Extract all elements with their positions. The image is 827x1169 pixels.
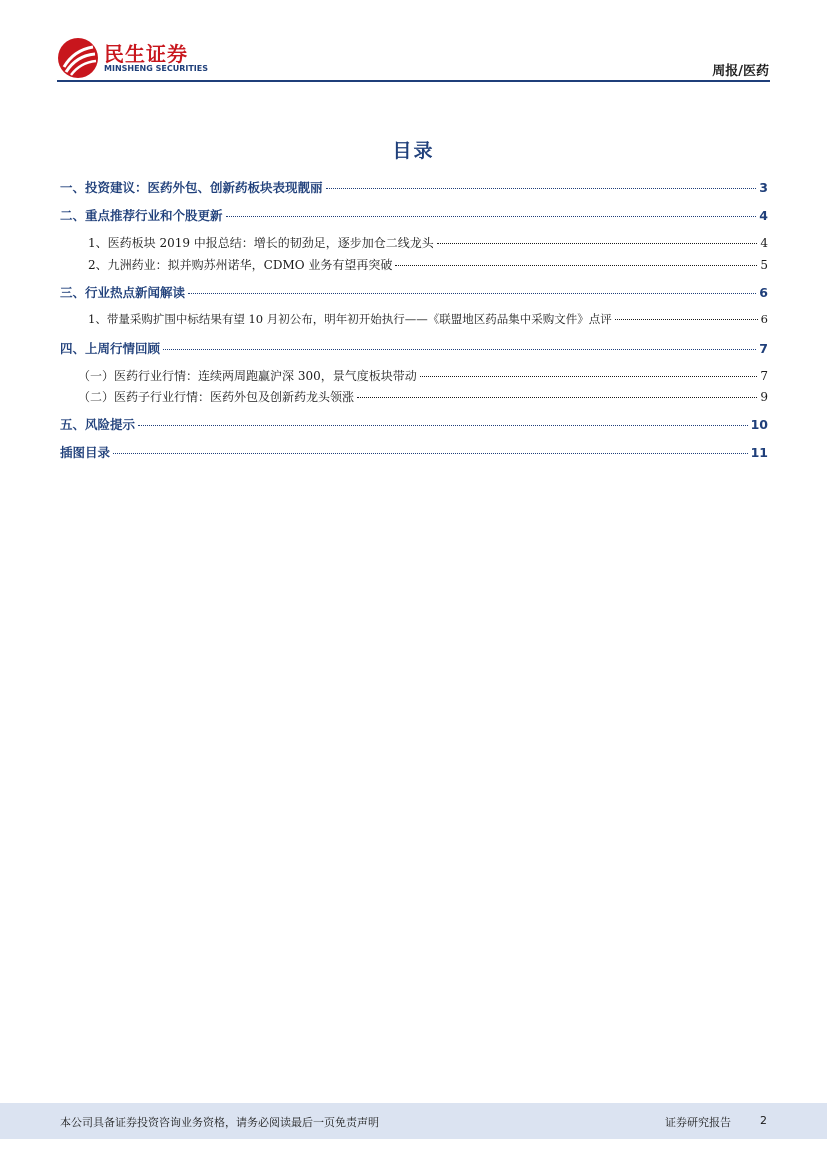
- toc-entry-page: 10: [750, 417, 768, 432]
- toc-entry-text: 四、上周行情回顾: [60, 341, 161, 356]
- toc-entry[interactable]: [78, 367, 768, 387]
- toc-entry-page: 7: [759, 341, 768, 356]
- toc-entry-page: 4: [759, 208, 768, 223]
- toc-entry-text: 一、投资建议：医药外包、创新药板块表现靓丽: [60, 180, 323, 195]
- toc-entry[interactable]: [60, 415, 768, 435]
- toc-entry-page: 5: [760, 258, 768, 272]
- toc-leader-dots: [163, 349, 756, 350]
- toc-leader-dots: [326, 188, 757, 189]
- toc-entry[interactable]: [88, 311, 768, 331]
- toc-entry-text: 2、九洲药业：拟并购苏州诺华，CDMO 业务有望再突破: [88, 258, 393, 272]
- toc-leader-dots: [420, 376, 758, 377]
- footer-disclaimer: 本公司具备证券投资咨询业务资格，请务必阅读最后一页免责声明: [60, 1116, 379, 1129]
- toc-leader-dots: [395, 265, 757, 266]
- toc-entry[interactable]: [60, 206, 768, 226]
- toc-entry-page: 9: [760, 390, 768, 404]
- footer-report-type: 证券研究报告: [665, 1116, 731, 1129]
- toc-entry-text: 五、风险提示: [60, 417, 136, 432]
- toc-entry-page: 4: [760, 236, 768, 250]
- toc-entry-text: 1、带量采购扩围中标结果有望 10 月初公布，明年初开始执行——《联盟地区药品集中采购文件》点评: [88, 312, 612, 326]
- toc-leader-dots: [615, 319, 758, 320]
- toc-entry-text: 二、重点推荐行业和个股更新: [60, 208, 223, 223]
- toc-entry[interactable]: [88, 234, 768, 254]
- toc-entry-page: 6: [760, 312, 768, 326]
- footer-page-number: 2: [760, 1114, 767, 1127]
- toc-leader-dots: [437, 243, 758, 244]
- toc-entry[interactable]: [60, 339, 768, 359]
- toc-entry-page: 11: [750, 445, 768, 460]
- logo-english-name: MINSHENG SECURITIES: [104, 64, 208, 73]
- toc-entry-page: 6: [759, 285, 768, 300]
- toc-entry-text: 1、医药板块 2019 中报总结：增长的韧劲足，逐步加仓二线龙头: [88, 236, 434, 250]
- toc-entry-text: （二）医药子行业行情：医药外包及创新药龙头领涨: [78, 390, 355, 404]
- toc-leader-dots: [138, 425, 748, 426]
- toc-entry[interactable]: [60, 283, 768, 303]
- report-category: 周报/医药: [712, 64, 769, 79]
- minsheng-logo-icon: [57, 37, 99, 79]
- logo-chinese-name: 民生证券: [104, 42, 188, 66]
- toc-entry-page: 3: [759, 180, 768, 195]
- company-logo: [57, 37, 217, 79]
- toc-entry[interactable]: [88, 256, 768, 276]
- toc-entry[interactable]: [78, 388, 768, 408]
- toc-entry[interactable]: [60, 178, 768, 198]
- toc-entry-page: 7: [760, 369, 768, 383]
- toc-title: 目录: [392, 140, 435, 162]
- page-header: [0, 0, 827, 84]
- toc-leader-dots: [357, 397, 757, 398]
- toc-entry-text: （一）医药行业行情：连续两周跑赢沪深 300，景气度板块带动: [78, 369, 417, 383]
- toc-entry[interactable]: [60, 443, 768, 463]
- toc-leader-dots: [113, 453, 748, 454]
- header-divider: [57, 80, 770, 82]
- toc-leader-dots: [188, 293, 756, 294]
- toc-leader-dots: [226, 216, 757, 217]
- toc-entry-text: 三、行业热点新闻解读: [60, 285, 186, 300]
- toc-entry-text: 插图目录: [60, 445, 111, 460]
